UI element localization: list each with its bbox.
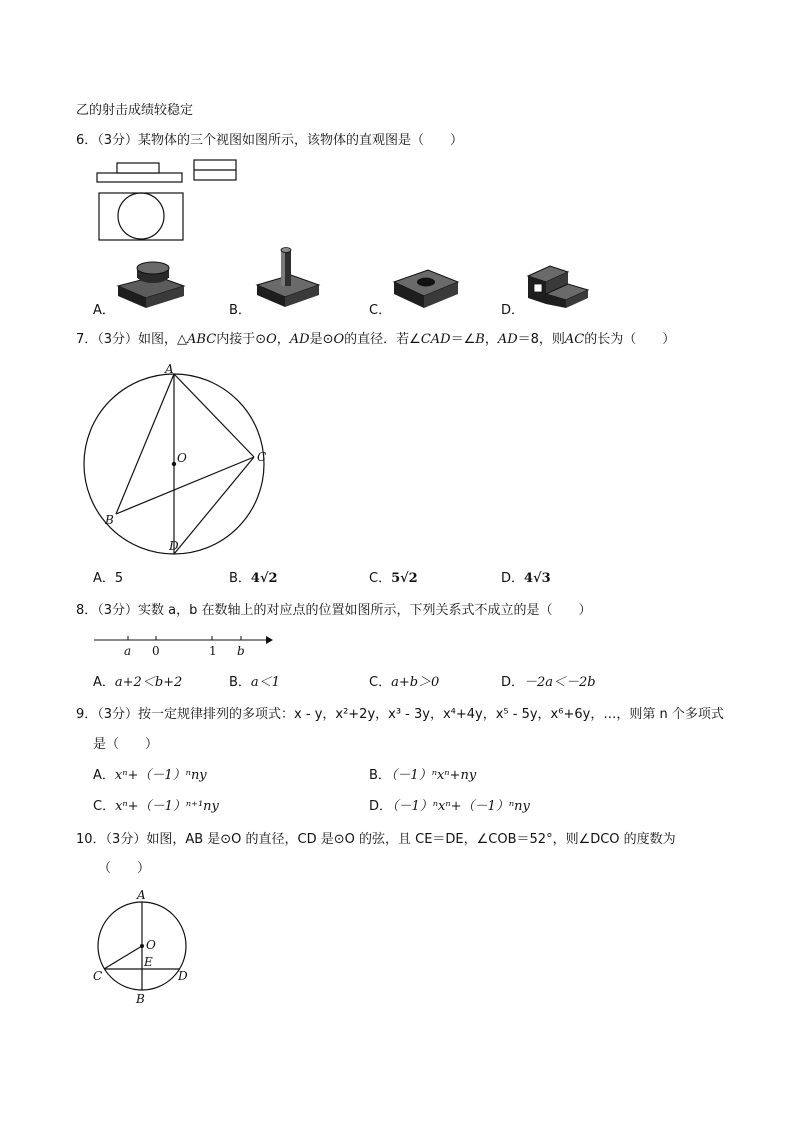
q10-stem: 10．（3分）如图，AB 是⊙O 的直径，CD 是⊙O 的弦，且 CE＝DE，∠COB＝52°，则∠DCO 的度数为 bbox=[76, 832, 676, 847]
q7-option-d: D．4√3 bbox=[501, 571, 551, 586]
q8-number-line bbox=[94, 632, 274, 660]
q7-label-o: O bbox=[177, 451, 187, 465]
q7-option-b: B．4√2 bbox=[229, 571, 278, 586]
q6-option-c: C． bbox=[369, 303, 392, 318]
q9-option-d: D．（－1）ⁿxⁿ+（－1）ⁿny bbox=[369, 799, 530, 814]
q7-label-d: D bbox=[169, 539, 179, 553]
q6-figure-d bbox=[526, 262, 590, 308]
q6-three-views bbox=[96, 158, 246, 244]
q8-tick-a: a bbox=[124, 644, 132, 658]
q6-option-b: B． bbox=[229, 303, 251, 318]
q9-option-b: B．（－1）ⁿxⁿ+ny bbox=[369, 768, 477, 783]
q8-tick-0: 0 bbox=[152, 644, 160, 658]
header-line: 乙的射击成绩较稳定 bbox=[76, 103, 194, 118]
q6-option-d: D． bbox=[501, 303, 525, 318]
q10-label-d: D bbox=[178, 969, 188, 983]
q9-option-a: A．xⁿ+（－1）ⁿny bbox=[93, 768, 207, 783]
q8-stem: 8．（3分）实数 a，b 在数轴上的对应点的位置如图所示，下列关系式不成立的是（ ） bbox=[76, 603, 592, 618]
q10-label-e: E bbox=[144, 955, 153, 969]
q9-option-c: C．xⁿ+（－1）ⁿ⁺¹ny bbox=[93, 799, 219, 814]
q8-option-a: A．a+2＜b+2 bbox=[93, 675, 183, 690]
q10-stem-cont: （ ） bbox=[98, 861, 151, 876]
q10-circle-figure bbox=[90, 886, 200, 1008]
q6-figure-a bbox=[116, 262, 186, 308]
q7-option-c: C．5√2 bbox=[369, 571, 418, 586]
q7-label-c: C bbox=[257, 450, 267, 464]
q10-label-b: B bbox=[136, 992, 145, 1006]
q6-stem: 6．（3分）某物体的三个视图如图所示，该物体的直观图是（ ） bbox=[76, 133, 464, 148]
q8-option-c: C．a+b＞0 bbox=[369, 675, 440, 690]
q6-figure-c bbox=[392, 266, 460, 308]
q9-stem-cont: 是（ ） bbox=[93, 737, 159, 752]
q10-label-c: C bbox=[93, 969, 103, 983]
q8-option-d: D．－2a＜－2b bbox=[501, 675, 596, 690]
q7-stem: 7．（3分）如图，△ABC内接于⊙O，AD是⊙O的直径．若∠CAD＝∠B，AD＝8，则AC的长为（ ） bbox=[76, 332, 676, 347]
q8-tick-b: b bbox=[237, 644, 245, 658]
q7-label-a: A bbox=[165, 362, 174, 376]
q10-label-a: A bbox=[137, 888, 146, 902]
q8-tick-1: 1 bbox=[209, 644, 217, 658]
q8-option-b: B．a＜1 bbox=[229, 675, 280, 690]
q7-option-a: A．5 bbox=[93, 571, 124, 586]
q6-option-a: A． bbox=[93, 303, 115, 318]
q9-stem: 9．（3分）按一定规律排列的多项式：x - y，x²+2y，x³ - 3y，x⁴+4y，x⁵ - 5y，x⁶+6y，…，则第 n 个多项式 bbox=[76, 707, 724, 722]
q7-label-b: B bbox=[105, 513, 114, 527]
q7-circle-figure bbox=[90, 362, 280, 557]
q6-figure-b bbox=[255, 247, 321, 307]
q10-label-o: O bbox=[146, 938, 156, 952]
